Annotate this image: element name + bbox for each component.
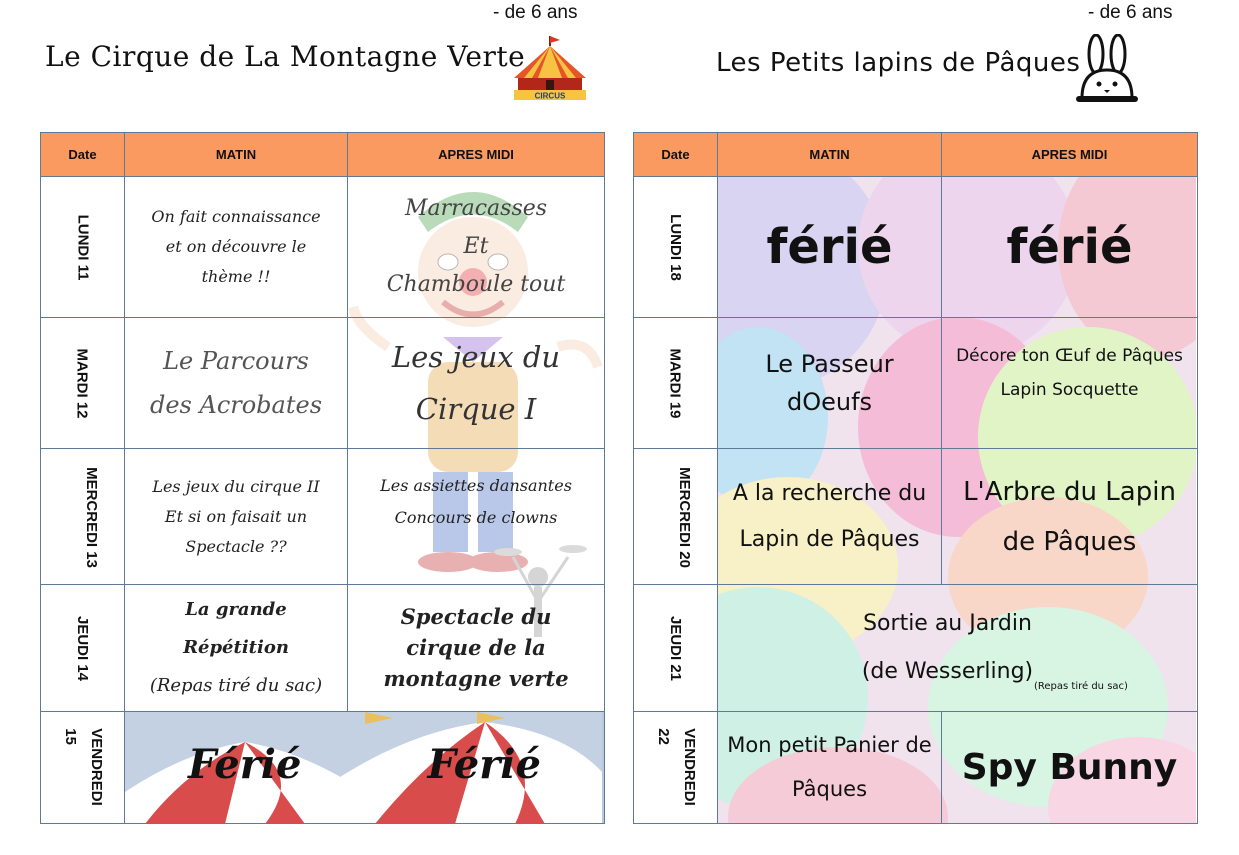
holiday-label: Férié	[188, 740, 302, 788]
apres-midi-cell	[942, 711, 1198, 823]
left-age-label: - de 6 ans	[493, 2, 578, 23]
matin-cell	[718, 711, 942, 823]
day-cell	[634, 448, 718, 584]
activity-line: Spectacle ??	[185, 536, 287, 556]
apres-midi-cell	[348, 585, 605, 711]
left-schedule-table	[40, 132, 605, 824]
activity-line: Cirque I	[415, 391, 537, 426]
activity-line: Mon petit Panier de	[727, 733, 932, 758]
activity-line: Marracasses	[404, 195, 548, 221]
day-label: MARDI 12	[73, 348, 91, 419]
activity-line: (Repas tiré du sac)	[149, 674, 323, 696]
activity-line: Pâques	[791, 777, 868, 802]
activity-line: Chamboule tout	[386, 271, 566, 297]
day-label: VENDREDI 22	[654, 728, 698, 807]
header-apres-midi: APRES MIDI	[348, 133, 605, 177]
outing-cell	[718, 585, 1198, 711]
day-label: LUNDI 18	[667, 214, 684, 282]
activity-line: Spectacle du	[400, 604, 552, 630]
activity-line: La grande	[185, 598, 287, 620]
activity-line: Lapin Socquette	[1000, 379, 1139, 400]
activity-line: (de Wesserling)	[861, 658, 1034, 684]
activity-line: dOeufs	[786, 387, 873, 416]
activity-line: Répétition	[183, 636, 289, 658]
activity-line: Décore ton Œuf de Pâques	[956, 345, 1183, 366]
right-title: Les Petits lapins de Pâques	[716, 48, 1081, 78]
activity-line: L'Arbre du Lapin	[963, 476, 1176, 507]
day-label: JEUDI 14	[73, 616, 91, 682]
activity-line: de Pâques	[1002, 526, 1137, 557]
activity-line: Les jeux du cirque II	[152, 476, 320, 496]
day-cell	[41, 585, 125, 711]
right-schedule-table	[633, 132, 1198, 824]
bunny-icon	[1074, 34, 1140, 108]
circus-logo-text: CIRCUS	[534, 91, 566, 101]
activity-line: Le Parcours	[163, 346, 309, 375]
activity-line: montagne verte	[383, 666, 569, 692]
apres-midi-cell	[942, 177, 1198, 317]
activity-line: Et	[463, 233, 489, 259]
header-matin: MATIN	[125, 133, 348, 177]
left-title: Le Cirque de La Montagne Verte	[45, 40, 526, 73]
apres-midi-cell	[942, 317, 1198, 448]
activity-line: Sortie au Jardin	[863, 610, 1032, 636]
day-cell	[41, 711, 125, 823]
matin-cell	[718, 448, 942, 584]
holiday-cell	[125, 711, 605, 823]
activity-line: Concours de clowns	[394, 507, 558, 527]
day-label: MERCREDI 20	[675, 467, 693, 569]
day-label: MERCREDI 13	[82, 467, 100, 569]
holiday-label: férié	[766, 218, 893, 275]
header-matin: MATIN	[718, 133, 942, 177]
matin-cell	[125, 317, 348, 448]
header-apres-midi: APRES MIDI	[942, 133, 1198, 177]
right-age-label: - de 6 ans	[1088, 2, 1173, 23]
header-date: Date	[634, 133, 718, 177]
day-cell	[634, 711, 718, 823]
activity-line: Le Passeur	[765, 349, 894, 378]
circus-tent-icon	[508, 34, 592, 106]
matin-cell	[125, 585, 348, 711]
activity-line: Les jeux du	[391, 339, 561, 374]
matin-cell	[718, 177, 942, 317]
day-cell	[41, 448, 125, 584]
activity-line: Et si on faisait un	[164, 506, 308, 526]
day-cell	[41, 317, 125, 448]
day-cell	[634, 177, 718, 317]
activity-line: cirque de la	[406, 635, 546, 661]
day-cell	[634, 585, 718, 711]
day-cell	[634, 317, 718, 448]
activity-line: Les assiettes dansantes	[380, 475, 572, 495]
day-cell	[41, 177, 125, 317]
matin-cell	[718, 317, 942, 448]
holiday-label: férié	[1006, 218, 1133, 275]
activity-line: Lapin de Pâques	[739, 526, 920, 552]
meal-note: (Repas tiré du sac)	[1034, 681, 1128, 693]
day-label: LUNDI 11	[73, 214, 91, 281]
matin-cell	[125, 448, 348, 584]
day-label: MARDI 19	[666, 348, 684, 419]
activity-line: A la recherche du	[732, 480, 927, 506]
apres-midi-cell	[348, 177, 605, 317]
apres-midi-cell	[348, 448, 605, 584]
activity-line: thème !!	[201, 266, 271, 286]
holiday-label: Férié	[427, 740, 541, 788]
activity-line: On fait connaissance	[151, 206, 321, 226]
activity-line: et on découvre le	[165, 236, 307, 256]
day-label: JEUDI 21	[666, 616, 684, 682]
matin-cell	[125, 177, 348, 317]
apres-midi-cell	[942, 448, 1198, 584]
day-label: VENDREDI 15	[61, 728, 105, 807]
activity-line: Spy Bunny	[961, 746, 1178, 788]
apres-midi-cell	[348, 317, 605, 448]
header-date: Date	[41, 133, 125, 177]
activity-line: des Acrobates	[149, 390, 323, 419]
